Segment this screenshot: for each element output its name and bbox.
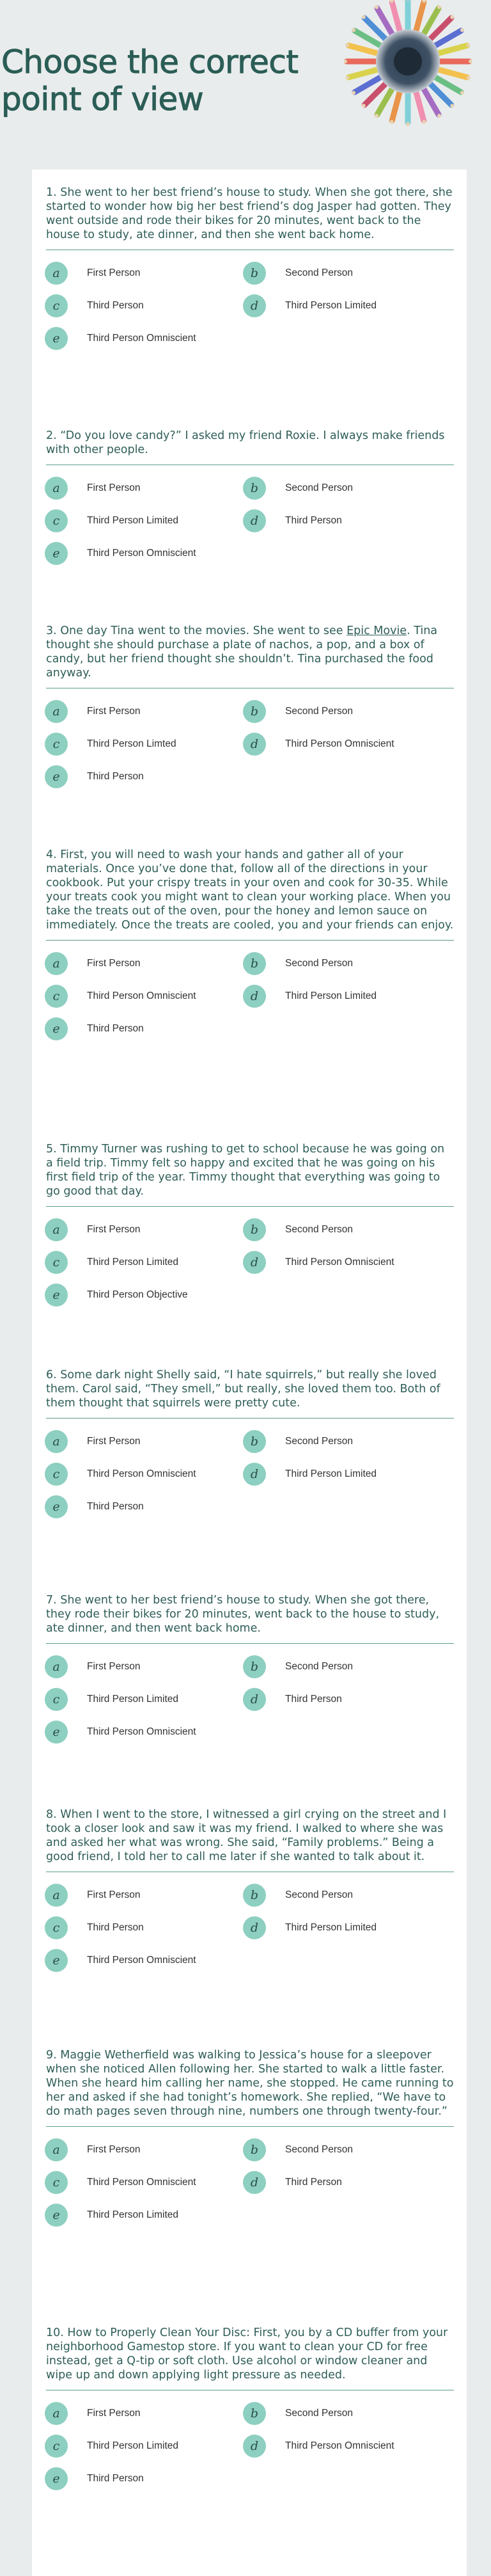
option-e[interactable] [45,1282,237,1308]
option-label: Third Person [87,2473,144,2484]
option-e[interactable] [45,1719,237,1745]
pencil-tip [422,120,426,124]
option-letter: d [243,1916,266,1939]
option-label: Second Person [285,1661,353,1672]
option-b[interactable] [243,260,435,286]
pencil-tip [460,91,464,95]
option-label: First Person [87,482,141,493]
question-text: 9. Maggie Wetherfield was walking to Jessica’s house for a sleepover when she noticed Allen following her. She started to walk a little faster. When she heard him calling her name, she stopped. He came running to her and asked if she had tonight’s homework. She replied, “We have to do math pages seven through nine, numbers one through twenty-four.” [46,2048,454,2127]
option-label: Third Person Limited [87,515,179,526]
question-6 [45,1368,454,1514]
option-label: Third Person Omniscient [87,1955,196,1966]
question-8 [45,1808,454,1968]
option-letter: a [45,1655,68,1678]
option-label: Third Person [87,1501,144,1512]
option-e[interactable] [45,326,237,351]
option-b[interactable] [243,2401,435,2426]
option-c[interactable] [45,2170,237,2195]
option-letter: c [45,1916,68,1939]
pencil-tip [467,44,471,47]
page-title-line-2: point of view [1,81,204,118]
question-text: 6. Some dark night Shelly said, “I hate squirrels,” but really she loved them. Carol said, “They smell,” but really, she loved them too. Both of them thought that squirrels were pretty cute. [46,1368,454,1419]
option-d[interactable] [243,983,435,1009]
option-letter: c [45,985,68,1008]
pencil-tip [406,122,410,126]
page-title [1,44,299,118]
option-e[interactable] [45,2466,237,2492]
question-text-part: . Tina thought she should purchase a plate of nachos, a pop, and a box of candy, but her friend thought she shouldn’t. Tina purchased the food anyway. [46,624,438,680]
option-label: Third Person Omniscient [87,1726,196,1737]
option-c[interactable] [45,1250,237,1275]
pencil-tip [345,44,349,47]
question-5 [45,1142,454,1302]
option-e[interactable] [45,541,237,566]
option-label: Third Person Limited [285,1468,377,1479]
option-label: Third Person Omniscient [285,738,394,749]
option-label: Second Person [285,482,353,493]
pencil-tip [352,91,355,95]
question-10 [45,2326,454,2486]
option-a[interactable] [45,1429,237,1454]
option-b[interactable] [243,699,435,724]
option-letter: e [45,1284,68,1307]
option-b[interactable] [243,1217,435,1243]
option-label: Third Person Limited [87,1694,179,1705]
option-a[interactable] [45,475,237,501]
option-letter: a [45,262,68,285]
option-letter: a [45,2402,68,2425]
option-b[interactable] [243,1654,435,1680]
option-letter: c [45,2435,68,2458]
option-a[interactable] [45,699,237,724]
option-label: Third Person [285,2177,342,2188]
option-letter: c [45,1688,68,1711]
option-label: Third Person Omniscient [285,2440,394,2451]
header [0,0,491,147]
option-letter: c [45,1251,68,1274]
question-text-part: 3. One day Tina went to the movies. She went to see [46,624,347,637]
option-d[interactable] [243,1915,435,1941]
option-a[interactable] [45,2137,237,2163]
question-text: 2. “Do you love candy?” I asked my friend Roxie. I always make friends with other people. [46,429,454,465]
option-b[interactable] [243,475,435,501]
option-letter: b [243,477,266,500]
option-label: Third Person Limited [285,990,377,1001]
question-text: 10. How to Properly Clean Your Disc: First, you by a CD buffer from your neighborhood Gamestop store. If you want to clean your CD for free instead, get a Q-tip or soft cloth. Use alcohol or window cleaner and wipe up and down applying light pressure as needed. [46,2326,454,2390]
pencil-tip [467,76,471,79]
option-label: Third Person Omniscient [87,1468,196,1479]
option-letter: a [45,2138,68,2161]
option-letter: b [243,952,266,975]
option-letter: a [45,1218,68,1241]
option-letter: b [243,1884,266,1907]
option-label: Second Person [285,958,353,969]
question-text: 4. First, you will need to wash your hands and gather all of your materials. Once you’ve done that, follow all of the directions in your cookbook. Put your crispy treats in your oven and cook for 30-35. While your treats cook you might want to clean your working place. When you take the treats out of the oven, pour the honey and lemon sauce on immediately. Once the treats are cooled, you and your friends can enjoy. [46,848,454,941]
question-text: 7. She went to her best friend’s house to study. When she got there, they rode their bikes for 20 minutes, went back to the house to study, ate dinner, and then went back home. [46,1593,454,1644]
option-b[interactable] [243,2137,435,2163]
option-letter: e [45,542,68,565]
option-label: Second Person [285,706,353,717]
pencil-tip [437,114,441,118]
option-d[interactable] [243,2170,435,2195]
option-e[interactable] [45,1016,237,1042]
option-b[interactable] [243,1882,435,1908]
option-letter: c [45,1463,68,1486]
option-letter: b [243,262,266,285]
option-letter: a [45,700,68,723]
option-c[interactable] [45,731,237,757]
option-a[interactable] [45,951,237,976]
question-9 [45,2048,454,2222]
option-c[interactable] [45,1461,237,1487]
option-label: Second Person [285,1889,353,1900]
option-label: Third Person [87,771,144,782]
option-letter: d [243,2171,266,2194]
option-label: Third Person Omniscient [87,990,196,1001]
option-letter: c [45,509,68,532]
option-letter: a [45,1884,68,1907]
option-label: Third Person Omniscient [285,1257,394,1268]
option-label: Third Person Limited [87,1257,179,1268]
option-letter: e [45,1495,68,1518]
pencil-tip [460,28,464,32]
option-label: Third Person Limited [87,2209,179,2220]
option-label: Third Person [87,300,144,311]
option-letter: d [243,733,266,756]
option-label: Third Person Limted [87,738,176,749]
question-text [46,624,454,688]
option-letter: b [243,1655,266,1678]
option-label: Second Person [285,2144,353,2155]
option-label: Second Person [285,2408,353,2419]
option-c[interactable] [45,293,237,319]
option-letter: a [45,1430,68,1453]
option-letter: d [243,1688,266,1711]
option-d[interactable] [243,1461,435,1487]
option-label: Third Person [285,515,342,526]
question-text: 1. She went to her best friend’s house to study. When she got there, she started to wonder how big her best friend’s dog Jasper had gotten. They went outside and rode their bikes for 20 minutes, went back to the house to study, ate dinner, and then she went back home. [46,186,454,250]
option-letter: c [45,733,68,756]
option-d[interactable] [243,508,435,534]
option-letter: d [243,1251,266,1274]
pencil-tip [437,5,441,9]
option-letter: e [45,1017,68,1040]
option-letter: e [45,2467,68,2490]
pencil-tip [375,5,378,9]
option-d[interactable] [243,731,435,757]
option-letter: e [45,2204,68,2227]
option-e[interactable] [45,2202,237,2228]
option-label: Third Person Limited [285,300,377,311]
option-letter: a [45,952,68,975]
option-c[interactable] [45,2433,237,2459]
option-label: First Person [87,2408,141,2419]
option-label: First Person [87,267,141,278]
pencil-tip [375,114,378,118]
pencil-tip [362,104,366,107]
option-d[interactable] [243,1687,435,1712]
question-7 [45,1593,454,1739]
option-label: Second Person [285,1224,353,1235]
option-a[interactable] [45,2401,237,2426]
option-letter: c [45,2171,68,2194]
option-label: Third Person Limited [87,2440,179,2451]
option-e[interactable] [45,1494,237,1520]
option-a[interactable] [45,260,237,286]
colored-pencils-icon [344,0,472,128]
option-letter: a [45,477,68,500]
option-b[interactable] [243,951,435,976]
pencil-tip [390,120,394,124]
pencil-tip [345,76,349,79]
option-label: Third Person Limited [285,1922,377,1933]
option-label: Third Person [87,1023,144,1034]
question-3 [45,624,454,784]
option-c[interactable] [45,1915,237,1941]
question-text: 8. When I went to the store, I witnessed a girl crying on the street and I took a closer look and saw it was my friend. I walked to where she was and asked her what was wrong. She said, “Family problems.” Being a good friend, I told her to call me later if she wanted to talk about it. [46,1808,454,1872]
option-c[interactable] [45,983,237,1009]
question-text: 5. Timmy Turner was rushing to get to school because he was going on a field trip. Timmy felt so happy and excited that he was going on his first field trip of the year. Timmy thought that everything was going to go good that day. [46,1142,454,1207]
pencil-tip [450,104,454,107]
option-a[interactable] [45,1882,237,1908]
option-d[interactable] [243,1250,435,1275]
option-label: Second Person [285,1436,353,1447]
option-label: First Person [87,1661,141,1672]
option-e[interactable] [45,1948,237,1973]
option-c[interactable] [45,1687,237,1712]
option-letter: d [243,2435,266,2458]
page-title-line-1: Choose the correct [1,44,299,81]
option-letter: b [243,1218,266,1241]
option-letter: e [45,327,68,350]
movie-title-link: Epic Movie [347,624,407,637]
option-label: Third Person [285,1694,342,1705]
option-a[interactable] [45,1654,237,1680]
option-label: First Person [87,1224,141,1235]
option-label: First Person [87,1436,141,1447]
option-d[interactable] [243,293,435,319]
pencil-tip [352,28,355,32]
option-letter: e [45,1721,68,1744]
option-c[interactable] [45,508,237,534]
option-letter: b [243,700,266,723]
option-e[interactable] [45,764,237,790]
option-label: Second Person [285,267,353,278]
option-label: Third Person Omniscient [87,2177,196,2188]
pencil-tip [450,15,454,19]
option-label: First Person [87,706,141,717]
option-label: First Person [87,2144,141,2155]
option-label: Third Person [87,1922,144,1933]
option-letter: e [45,1949,68,1972]
question-2 [45,429,454,561]
option-letter: d [243,509,266,532]
option-letter: d [243,985,266,1008]
option-letter: d [243,294,266,317]
option-label: First Person [87,958,141,969]
option-letter: b [243,1430,266,1453]
option-letter: b [243,2138,266,2161]
question-4 [45,848,454,1036]
option-label: Third Person Objective [87,1289,188,1300]
option-label: First Person [87,1889,141,1900]
quiz-card [32,170,467,2576]
option-b[interactable] [243,1429,435,1454]
option-a[interactable] [45,1217,237,1243]
option-letter: e [45,765,68,788]
option-d[interactable] [243,2433,435,2459]
question-1 [45,186,454,346]
option-letter: b [243,2402,266,2425]
option-label: Third Person Omniscient [87,333,196,344]
option-label: Third Person Omniscient [87,548,196,559]
option-letter: d [243,1463,266,1486]
option-letter: c [45,294,68,317]
pencil-tip [362,15,366,19]
